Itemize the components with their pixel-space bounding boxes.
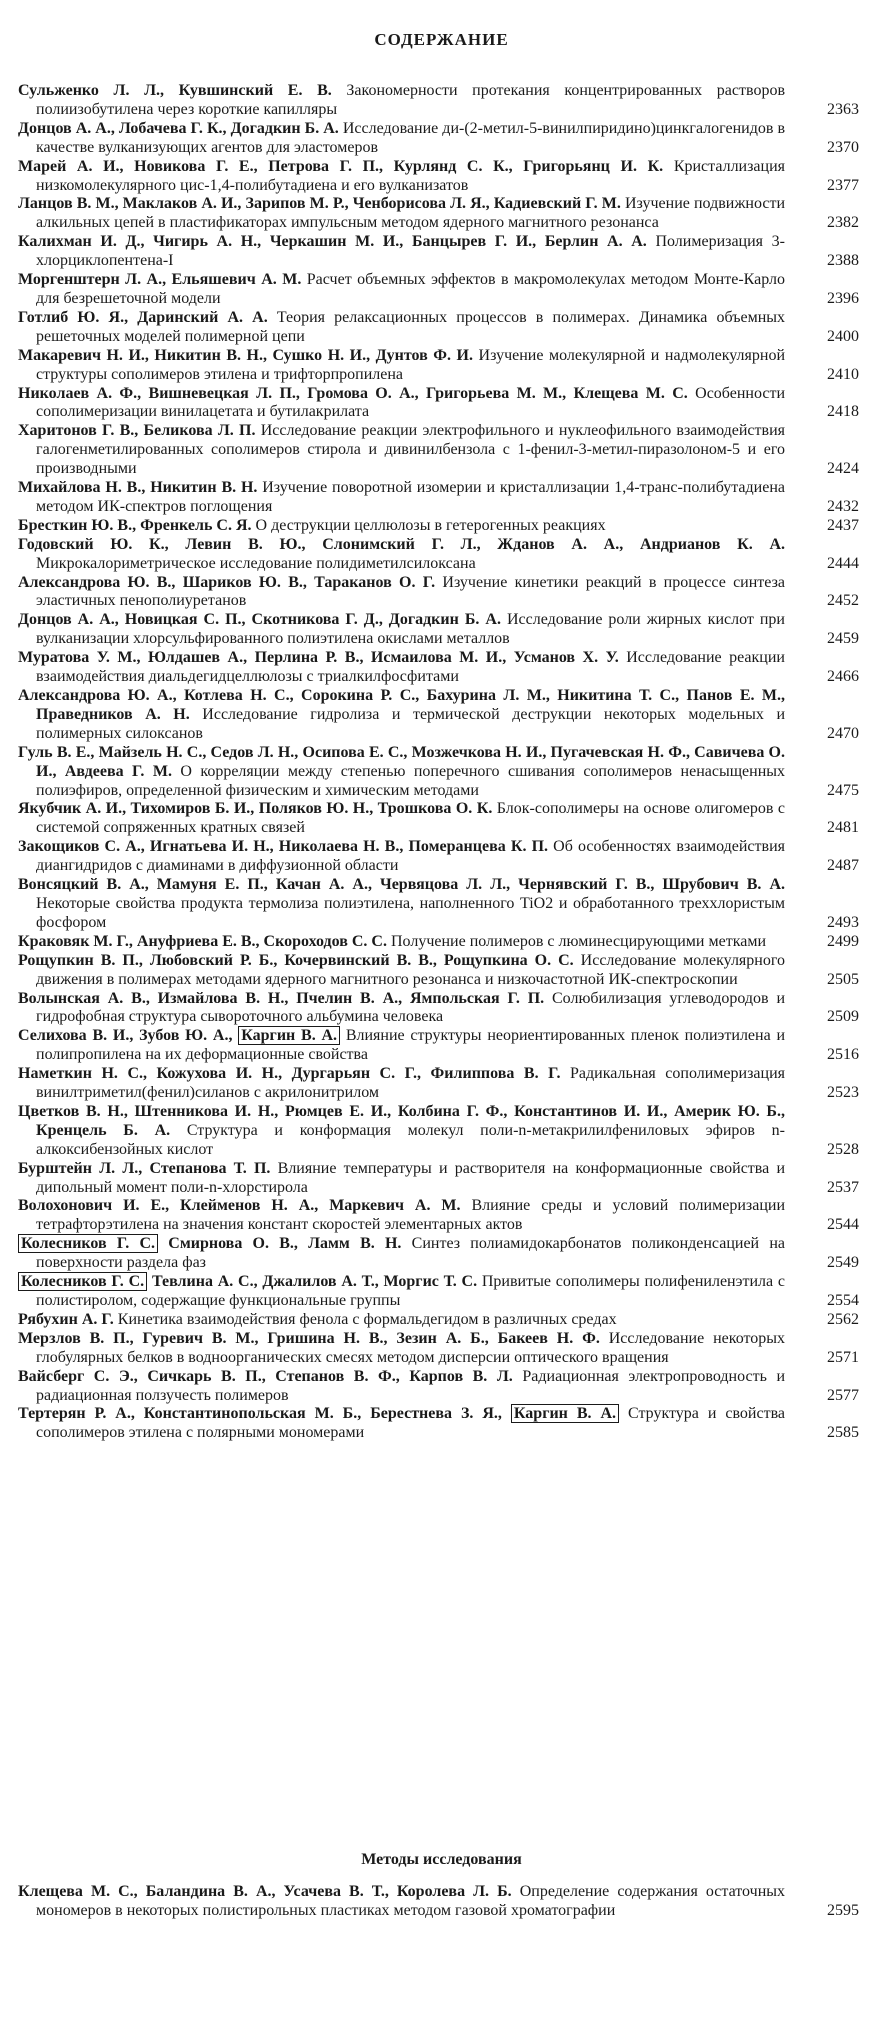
entry-title: Исследование роли жирных кислот при вулканизации хлорсульфированного полиэтилена окислами металлов — [36, 611, 785, 648]
entry-page-number: 2549 — [827, 1254, 859, 1272]
toc-entry — [18, 1027, 863, 1065]
entry-authors: Цветков В. Н., Штенникова И. Н., Рюмцев Е. И., Колбина Г. Ф., Константинов И. И., Америк Ю. Б., Кренцель Б. А. — [18, 1102, 785, 1139]
toc-entry — [18, 233, 863, 271]
entry-page-number: 2577 — [827, 1386, 859, 1404]
toc-entry-text — [18, 1883, 863, 1921]
entry-page-number: 2475 — [827, 781, 859, 799]
toc-entry — [18, 1160, 863, 1198]
toc-entry-text — [18, 876, 863, 933]
toc-entry — [18, 744, 863, 801]
entry-authors: Михайлова Н. В., Никитин В. Н. — [18, 479, 258, 497]
toc-entry — [18, 687, 863, 744]
toc-entry-text — [18, 1405, 863, 1443]
toc-entry — [18, 1235, 863, 1273]
entry-page-number: 2432 — [827, 497, 859, 515]
toc-entry — [18, 422, 863, 479]
entry-authors: Вайсберг С. Э., Сичкарь В. П., Степанов В. Ф., Карпов В. Л. — [18, 1367, 513, 1385]
toc-entry-text — [18, 479, 863, 517]
entry-page-number: 2452 — [827, 592, 859, 610]
toc-entry — [18, 800, 863, 838]
entry-title: Исследование реакции взаимодействия диальдегидцеллюлозы с триалкилфосфитами — [36, 649, 785, 686]
section-contents-list — [18, 1883, 863, 1921]
toc-entry-text — [18, 1197, 863, 1235]
entry-boxed-author: Колесников Г. С. — [18, 1272, 147, 1291]
toc-entry — [18, 611, 863, 649]
toc-entry-text — [18, 611, 863, 649]
entry-title: Изучение молекулярной и надмолекулярной структуры сополимеров этилена и трифторпропилена — [36, 346, 786, 383]
toc-entry-text — [18, 309, 863, 347]
entry-title: Исследование реакции электрофильного и нуклеофильного взаимодействия галогенметилированных сополимеров стирола и дивинилбензола с 1-фенил-3-метил-пиразолоном-5 и его производными — [36, 422, 786, 478]
toc-entry — [18, 1197, 863, 1235]
section-heading: Методы исследования — [361, 1851, 522, 1868]
toc-entry — [18, 1883, 863, 1921]
entry-page-number: 2444 — [827, 554, 859, 572]
entry-authors: Вонсяцкий В. А., Мамуня Е. П., Качан А. А., Червяцова Л. Л., Чернявский Г. В., Шрубович В. А. — [18, 876, 785, 894]
entry-page-number: 2509 — [827, 1008, 859, 1026]
entry-page-number: 2382 — [827, 214, 859, 232]
toc-entry — [18, 876, 863, 933]
entry-authors: Бресткин Ю. В., Френкель С. Я. — [18, 516, 252, 534]
entry-title: Влияние температуры и растворителя на конформационные свойства и дипольный момент поли-n-хлорстирола — [36, 1159, 786, 1196]
entry-title: Радикальная сополимеризация винилтриметил(фенил)силанов с акрилонитрилом — [36, 1065, 785, 1102]
toc-entry-text — [18, 1235, 863, 1273]
entry-title: Структура и свойства сополимеров этилена с полярными мономерами — [36, 1405, 786, 1442]
entry-page-number: 2410 — [827, 365, 859, 383]
toc-entry — [18, 517, 863, 536]
entry-authors: Наметкин Н. С., Кожухова И. Н., Дургарьян С. Г., Филиппова В. Г. — [18, 1065, 561, 1083]
entry-title: Расчет объемных эффектов в макромолекулах методом Монте-Карло для безрешеточной модели — [36, 271, 786, 307]
entry-page-number: 2418 — [827, 403, 859, 421]
entry-title: Солюбилизация углеводородов и гидрофобная структура сывороточного альбумина человека — [36, 989, 786, 1026]
entry-title: Теория релаксационных процессов в полимерах. Динамика объемных решеточных моделей полимерной цепи — [36, 308, 786, 345]
toc-entry-text — [18, 1160, 863, 1198]
toc-entry-text — [18, 195, 863, 233]
entry-page-number: 2377 — [827, 176, 859, 194]
entry-page-number: 2388 — [827, 252, 859, 270]
toc-entry — [18, 479, 863, 517]
toc-entry — [18, 158, 863, 196]
toc-entry — [18, 536, 863, 574]
entry-title: Полимеризация 3-хлорциклопентена-I — [36, 233, 786, 270]
toc-entry — [18, 838, 863, 876]
entry-authors: Николаев А. Ф., Вишневецкая Л. П., Громова О. А., Григорьева М. М., Клещева М. С. — [18, 384, 688, 402]
page-title: СОДЕРЖАНИЕ — [374, 30, 509, 49]
entry-title: Изучение подвижности алкильных цепей в пластификаторах импульсным методом ядерного магнитного резонанса — [36, 195, 786, 232]
contents-list — [18, 82, 863, 1443]
entry-page-number: 2400 — [827, 327, 859, 345]
entry-title: Некоторые свойства продукта термолиза полиэтилена, наполненного TiO2 и обработанного треххлористым фосфором — [36, 894, 785, 931]
toc-entry — [18, 195, 863, 233]
toc-entry-text — [18, 536, 863, 574]
entry-page-number: 2481 — [827, 819, 859, 837]
entry-title: Исследование гидролиза и термической деструкции некоторых модельных и полимерных силоксанов — [36, 705, 786, 742]
entry-page-number: 2571 — [827, 1348, 859, 1366]
toc-entry — [18, 82, 863, 120]
toc-entry — [18, 309, 863, 347]
toc-entry-text — [18, 838, 863, 876]
entry-page-number: 2424 — [827, 460, 859, 478]
toc-entry-text — [18, 422, 863, 479]
toc-entry — [18, 1368, 863, 1406]
entry-authors: Бурштейн Л. Л., Степанова Т. П. — [18, 1159, 271, 1177]
entry-authors: Александрова Ю. В., Шариков Ю. В., Тараканов О. Г. — [18, 573, 436, 591]
toc-entry-text — [18, 82, 863, 120]
toc-entry-text — [18, 952, 863, 990]
toc-entry-text — [18, 385, 863, 423]
entry-authors: Марей А. И., Новикова Г. Е., Петрова Г. П., Курлянд С. К., Григорьянц И. К. — [18, 157, 664, 175]
toc-entry-text — [18, 800, 863, 838]
entry-authors: Селихова В. И., Зубов Ю. А., — [18, 1027, 233, 1045]
toc-entry-text — [18, 649, 863, 687]
toc-entry — [18, 1065, 863, 1103]
entry-authors: Закощиков С. А., Игнатьева И. Н., Николаева Н. В., Померанцева К. П. — [18, 838, 549, 856]
entry-page-number: 2370 — [827, 138, 859, 156]
entry-title: Привитые сополимеры полифениленэтила с полистиролом, содержащие функциональные группы — [36, 1273, 786, 1309]
entry-boxed-author: Каргин В. А. — [511, 1404, 619, 1423]
entry-authors: Харитонов Г. В., Беликова Л. П. — [18, 422, 256, 440]
toc-entry-text — [18, 233, 863, 271]
entry-authors: Тертерян Р. А., Константинопольская М. Б., Берестнева З. Я., — [18, 1405, 502, 1423]
toc-entry-text — [18, 1330, 863, 1368]
entry-title: Влияние структуры неориентированных пленок полиэтилена и полипропилена на их деформационные свойства — [36, 1027, 786, 1064]
toc-entry — [18, 120, 863, 158]
entry-title: Влияние среды и условий полимеризации тетрафторэтилена на значения констант скоростей элементарных актов — [36, 1197, 786, 1234]
toc-entry — [18, 1311, 863, 1330]
entry-page-number: 2437 — [827, 516, 859, 534]
toc-entry-text — [18, 574, 863, 612]
entry-title: Изучение поворотной изомерии и кристаллизации 1,4-транс-полибутадиена методом ИК-спектров поглощения — [36, 479, 785, 515]
toc-entry-text — [18, 744, 863, 801]
entry-page-number: 2516 — [827, 1046, 859, 1064]
entry-authors: Краковяк М. Г., Ануфриева Е. В., Скороходов С. С. — [18, 932, 387, 950]
entry-title: Определение содержания остаточных мономеров в некоторых полистирольных пластиках методом газовой хроматографии — [36, 1883, 785, 1919]
entry-title: Особенности сополимеризации винилацетата и бутилакрилата — [36, 384, 786, 421]
entry-boxed-author: Каргин В. А. — [238, 1026, 340, 1045]
toc-entry-text — [18, 271, 863, 309]
entry-authors: Сульженко Л. Л., Кувшинский Е. В. — [18, 82, 332, 99]
entry-authors: Якубчик А. И., Тихомиров Б. И., Поляков Ю. Н., Трошкова О. К. — [18, 800, 493, 818]
toc-entry-text — [18, 1065, 863, 1103]
entry-title: Радиационная электропроводность и радиационная ползучесть полимеров — [36, 1367, 786, 1404]
entry-title: Кинетика взаимодействия фенола с формальдегидом в различных средах — [117, 1310, 617, 1328]
toc-entry — [18, 1273, 863, 1311]
entry-page-number: 2466 — [827, 668, 859, 686]
entry-page-number: 2396 — [827, 289, 859, 307]
entry-authors: Мерзлов В. П., Гуревич В. М., Гришина Н. В., Зезин А. Б., Бакеев Н. Ф. — [18, 1329, 600, 1347]
entry-page-number: 2487 — [827, 857, 859, 875]
entry-authors: Муратова У. М., Юлдашев А., Перлина Р. В., Исмаилова М. И., Усманов Х. У. — [18, 649, 619, 667]
entry-authors: Донцов А. А., Новицкая С. П., Скотникова Г. Д., Догадкин Б. А. — [18, 611, 501, 629]
toc-entry-text — [18, 1027, 863, 1065]
toc-entry-text — [18, 1273, 863, 1311]
entry-page-number: 2537 — [827, 1178, 859, 1196]
entry-authors: Моргенштерн Л. А., Ельяшевич А. М. — [18, 271, 302, 289]
entry-page-number: 2505 — [827, 970, 859, 988]
entry-boxed-author: Колесников Г. С. — [18, 1234, 158, 1253]
entry-authors: Клещева М. С., Баландина В. А., Усачева В. Т., Королева Л. Б. — [18, 1883, 512, 1900]
entry-page-number: 2562 — [827, 1310, 859, 1328]
toc-entry-text — [18, 120, 863, 158]
entry-page-number: 2523 — [827, 1084, 859, 1102]
entry-title: О корреляции между степенью поперечного сшивания сополимеров ненасыщенных полиэфиров, определенной физическим и химическим методами — [36, 762, 786, 799]
entry-title: Кристаллизация низкомолекулярного цис-1,4-полибутадиена и его вулканизатов — [36, 157, 786, 194]
toc-entry — [18, 1405, 863, 1443]
entry-title: Синтез полиамидокарбонатов поликонденсацией на поверхности раздела фаз — [36, 1235, 786, 1272]
toc-entry-text — [18, 687, 863, 744]
entry-title: Об особенностях взаимодействия диангидридов с диаминами в диффузионной области — [36, 838, 786, 875]
entry-page-number: 2499 — [827, 932, 859, 950]
entry-title: Структура и конформация молекул поли-n-метакрилилфениловых эфиров n-алкоксибензойных кислот — [36, 1121, 786, 1158]
entry-title: Блок-сополимеры на основе олигомеров с системой сопряженных кратных связей — [36, 800, 786, 837]
entry-authors: Волынская А. В., Измайлова В. Н., Пчелин В. А., Ямпольская Г. П. — [18, 989, 545, 1007]
toc-entry — [18, 1103, 863, 1160]
toc-entry-text — [18, 1311, 863, 1330]
entry-page-number: 2585 — [827, 1424, 859, 1442]
entry-title: Исследование некоторых глобулярных белков в водноорганических смесях методом дисперсии оптического вращения — [36, 1329, 786, 1366]
toc-entry — [18, 271, 863, 309]
entry-authors: Годовский Ю. К., Левин В. Ю., Слонимский Г. Л., Жданов А. А., Андрианов К. А. — [18, 535, 785, 553]
entry-authors: Готлиб Ю. Я., Даринский А. А. — [18, 308, 268, 326]
entry-authors: Рощупкин В. П., Любовский Р. Б., Кочервинский В. В., Рощупкина О. С. — [18, 951, 574, 969]
toc-entry-text — [18, 158, 863, 196]
entry-page-number: 2528 — [827, 1140, 859, 1158]
entry-page-number: 2595 — [827, 1901, 859, 1919]
entry-title: Закономерности протекания концентрированных растворов полиизобутилена через короткие капилляры — [36, 82, 785, 118]
entry-authors: Донцов А. А., Лобачева Г. К., Догадкин Б. А. — [18, 119, 339, 137]
toc-entry-text — [18, 933, 863, 952]
entry-authors: Рябухин А. Г. — [18, 1310, 114, 1328]
entry-title: Получение полимеров с люминесцирующими метками — [390, 932, 767, 950]
entry-authors: Макаревич Н. И., Никитин В. Н., Сушко Н. И., Дунтов Ф. И. — [18, 346, 473, 364]
toc-entry-text — [18, 990, 863, 1028]
entry-authors: Волохонович И. Е., Клейменов Н. А., Маркевич А. М. — [18, 1197, 461, 1215]
toc-entry — [18, 952, 863, 990]
entry-page-number: 2493 — [827, 913, 859, 931]
toc-entry-text — [18, 517, 863, 536]
toc-entry — [18, 574, 863, 612]
toc-entry-text — [18, 1103, 863, 1160]
entry-page-number: 2459 — [827, 630, 859, 648]
entry-title: Исследование молекулярного движения в полимерах методами ядерного магнитного резонанса и низкочастотной ИК-спектроскопии — [36, 951, 786, 988]
entry-title: О деструкции целлюлозы в гетерогенных реакциях — [255, 516, 606, 534]
entry-page-number: 2363 — [827, 100, 859, 118]
entry-title: Исследование ди-(2-метил-5-винилпиридино)цинкгалогенидов в качестве вулканизующих агентов для эластомеров — [36, 119, 786, 156]
entry-title: Изучение кинетики реакций в процессе синтеза эластичных пенополиуретанов — [36, 573, 786, 610]
entry-title: Микрокалориметрическое исследование полидиметилсилоксана — [36, 554, 476, 572]
toc-entry-text — [18, 347, 863, 385]
entry-authors: Гуль В. Е., Майзель Н. С., Седов Л. Н., Осипова Е. С., Мозжечкова Н. И., Пугачевская Н. Ф., Савичева О. И., Авдеева Г. М. — [18, 743, 785, 780]
entry-authors: Александрова Ю. А., Котлева Н. С., Сорокина Р. С., Бахурина Л. М., Никитина Т. С., Панов Е. М., Праведников А. Н. — [18, 687, 785, 723]
entry-authors: Ланцов В. М., Маклаков А. И., Зарипов М. Р., Ченборисова Л. Я., Кадиевский Г. М. — [18, 195, 621, 213]
toc-entry — [18, 347, 863, 385]
toc-entry — [18, 385, 863, 423]
entry-page-number: 2470 — [827, 724, 859, 742]
toc-entry — [18, 1330, 863, 1368]
toc-entry-text — [18, 1368, 863, 1406]
entry-authors-after: Смирнова О. В., Ламм В. Н. — [168, 1235, 402, 1253]
toc-entry — [18, 990, 863, 1028]
entry-page-number: 2544 — [827, 1216, 859, 1234]
entry-page-number: 2554 — [827, 1292, 859, 1309]
toc-entry — [18, 649, 863, 687]
entry-authors-after: Тевлина А. С., Джалилов А. Т., Моргис Т. С. — [151, 1273, 478, 1291]
entry-authors: Калихман И. Д., Чигирь А. Н., Черкашин М. И., Банцырев Г. И., Берлин А. А. — [18, 233, 647, 251]
toc-entry — [18, 933, 863, 952]
